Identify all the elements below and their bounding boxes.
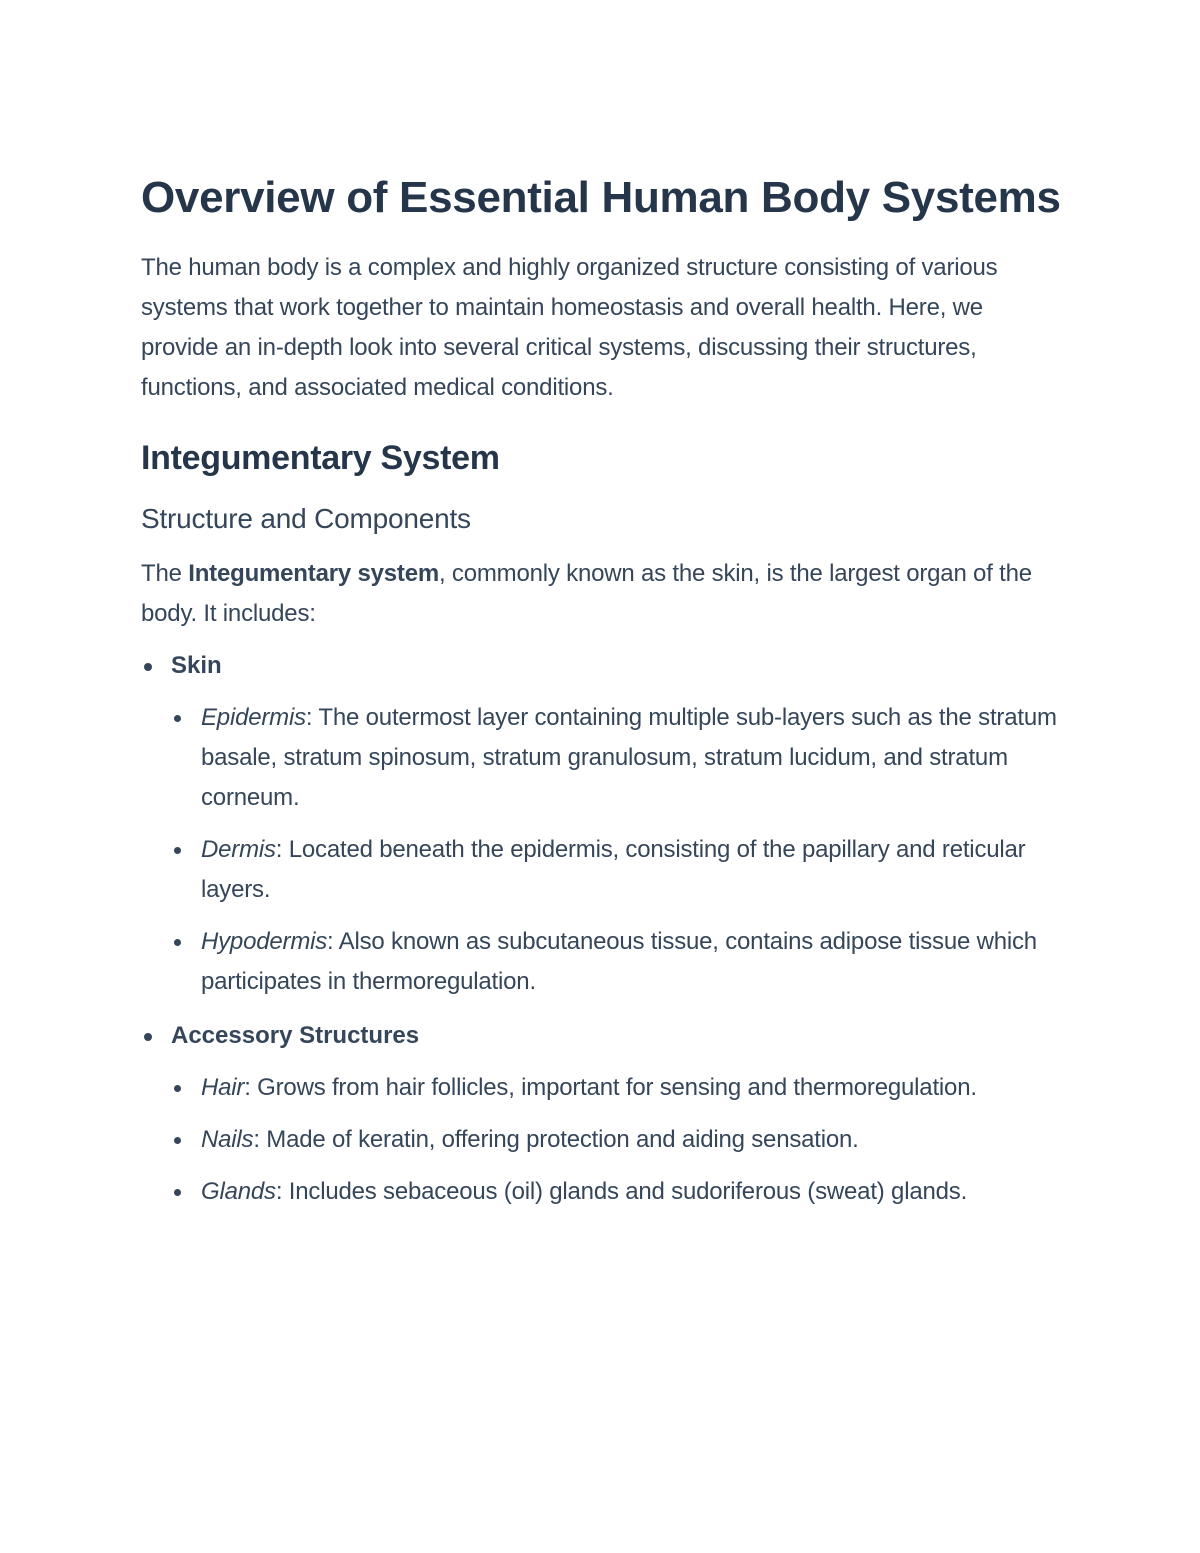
list-item [171, 698, 1061, 818]
sublist-accessory-structures [171, 1068, 1061, 1212]
list-item-term: Glands [201, 1178, 276, 1205]
list-item-separator: : [244, 1074, 258, 1101]
list-item-separator: : [275, 836, 289, 863]
list-group-label: Skin [171, 652, 222, 679]
list-item-text: Includes sebaceous (oil) glands and sudoriferous (sweat) glands. [288, 1178, 968, 1205]
list-item [171, 1120, 1061, 1160]
list-item [171, 830, 1061, 910]
component-list [141, 646, 1061, 1212]
bullet-icon [174, 1137, 181, 1144]
list-group-label: Accessory Structures [171, 1022, 420, 1049]
list-item-skin [141, 646, 1061, 1002]
list-item-text: Grows from hair follicles, important for sensing and thermoregulation. [257, 1074, 977, 1101]
list-item-term: Nails [201, 1126, 254, 1153]
list-item-separator: : [327, 928, 339, 955]
bullet-icon [174, 1085, 181, 1092]
list-item-term: Hair [201, 1074, 245, 1101]
bullet-icon [174, 847, 181, 854]
list-item-text: The outermost layer containing multiple sub-layers such as the stratum basale, stratum spinosum, stratum granulosum, stratum lucidum, and stratum corneum. [201, 704, 1057, 811]
intro-paragraph: The human body is a complex and highly organized structure consisting of various systems that work together to maintain homeostasis and overall health. Here, we provide an in-depth look into several critical systems, discussing their structures, functions, and associated medical conditions. [141, 254, 998, 401]
list-item [171, 1068, 1061, 1108]
list-item-separator: : [275, 1178, 289, 1205]
list-item-term: Hypodermis [201, 928, 328, 955]
document-page [141, 166, 1061, 1226]
page-title: Overview of Essential Human Body Systems [141, 173, 1061, 222]
bullet-icon [144, 1033, 152, 1041]
list-item-term: Epidermis [201, 704, 306, 731]
list-item-separator: : [305, 704, 319, 731]
section-heading: Integumentary System [141, 439, 500, 477]
list-item-term: Dermis [201, 836, 276, 863]
section-subheading: Structure and Components [141, 503, 471, 534]
paragraph-prefix: The [141, 560, 189, 587]
list-item-text: Also known as subcutaneous tissue, contains adipose tissue which participates in thermoregulation. [201, 928, 1037, 995]
bullet-icon [144, 663, 152, 671]
list-item-text: Located beneath the epidermis, consisting of the papillary and reticular layers. [201, 836, 1026, 903]
bullet-icon [174, 715, 181, 722]
list-item [171, 922, 1061, 1002]
bullet-icon [174, 1189, 181, 1196]
list-item-accessory-structures [141, 1016, 1061, 1212]
bullet-icon [174, 939, 181, 946]
section-paragraph [141, 554, 1061, 634]
list-item [171, 1172, 1061, 1212]
list-item-separator: : [253, 1126, 267, 1153]
sublist-skin [171, 698, 1061, 1002]
list-item-text: Made of keratin, offering protection and aiding sensation. [266, 1126, 859, 1153]
paragraph-suffix: , commonly known as the skin, is the largest organ of the body. It includes: [141, 560, 1032, 627]
paragraph-bold-term: Integumentary system [188, 560, 439, 587]
